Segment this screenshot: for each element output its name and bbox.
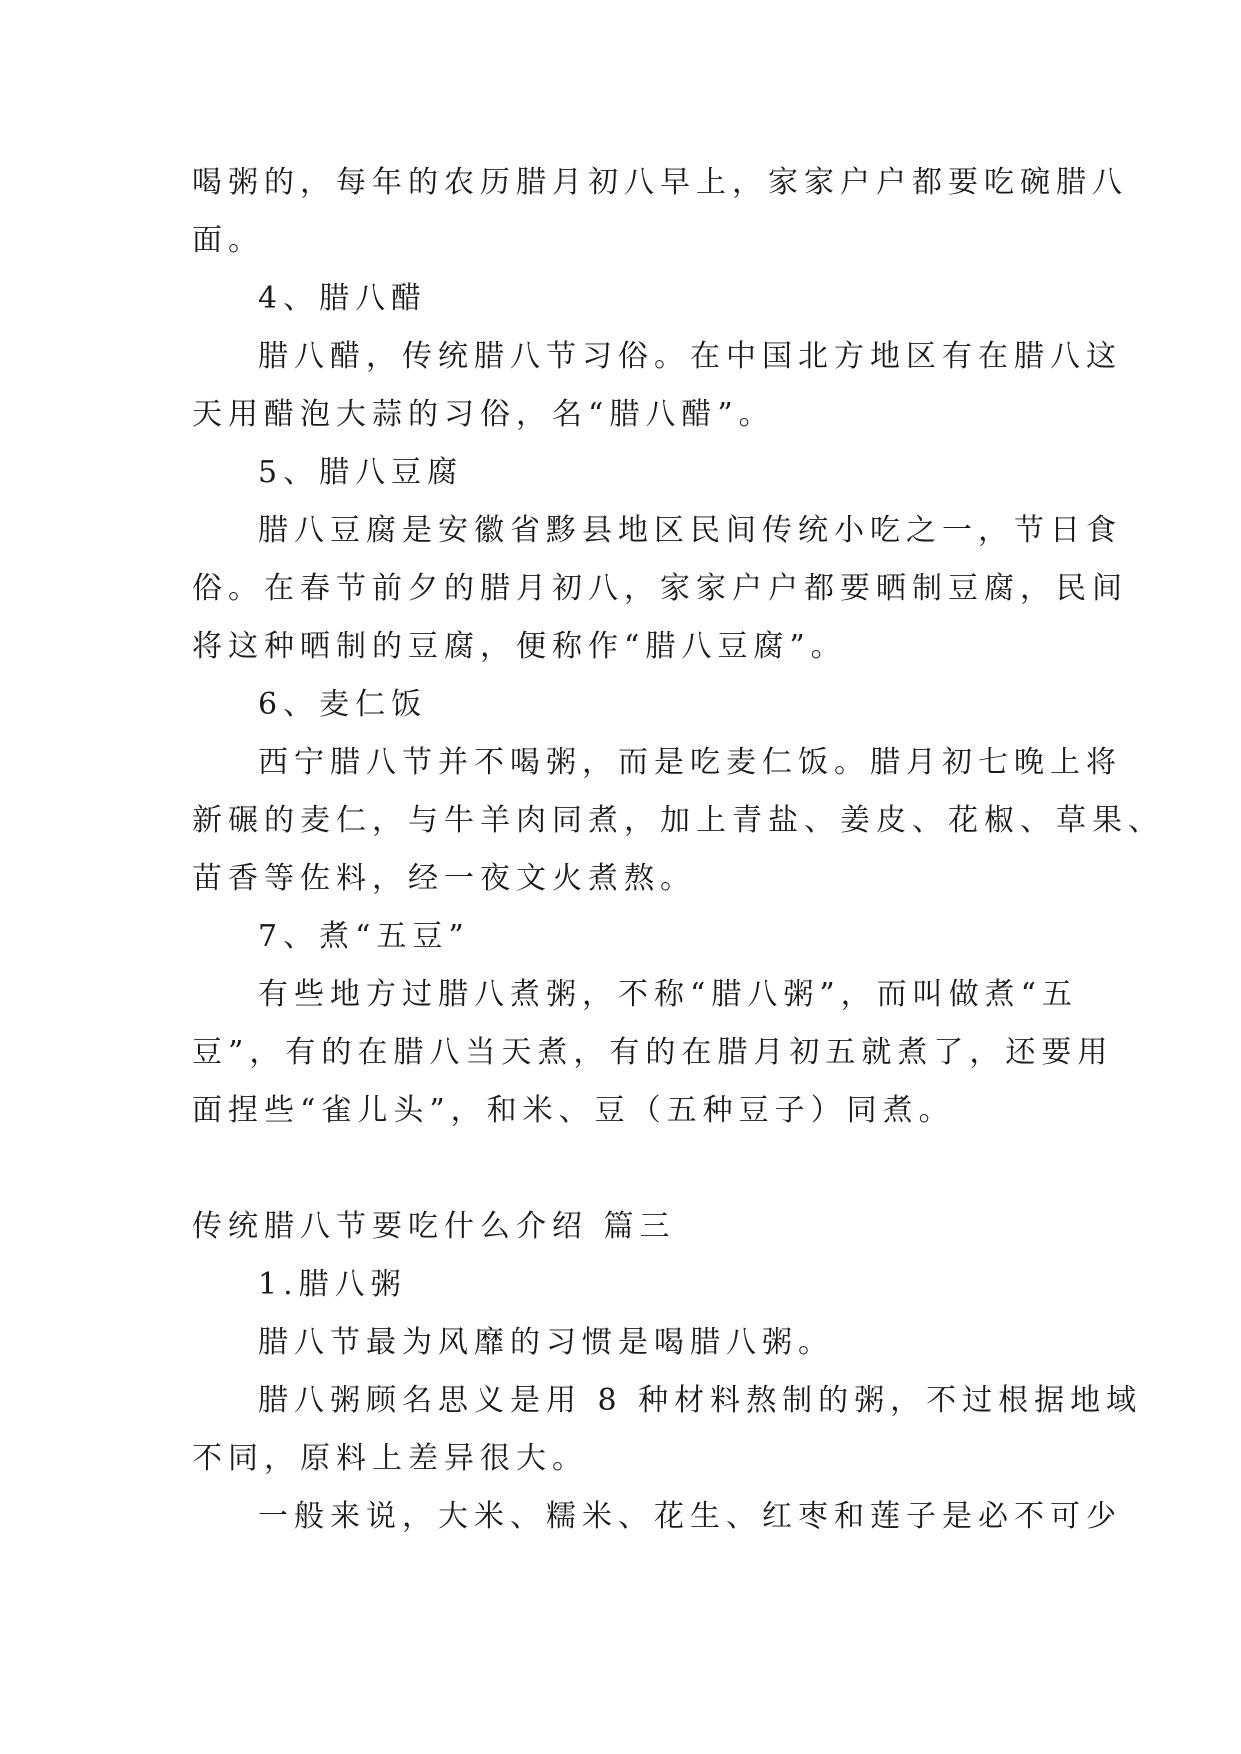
paragraph-line: 苗香等佐料，经一夜文火煮熬。 — [192, 861, 696, 896]
section-heading: 1.腊八粥 — [258, 1267, 407, 1302]
paragraph-line: 腊八粥顾名思义是用 8 种材料熬制的粥，不过根据地域 — [258, 1383, 1143, 1418]
paragraph-line: 天用醋泡大蒜的习俗，名“腊八醋”。 — [192, 397, 775, 432]
paragraph-line: 腊八醋，传统腊八节习俗。在中国北方地区有在腊八这 — [258, 339, 1122, 374]
paragraph-line: 喝粥的，每年的农历腊月初八早上，家家户户都要吃碗腊八 — [192, 165, 1128, 200]
paragraph-line: 西宁腊八节并不喝粥，而是吃麦仁饭。腊月初七晚上将 — [258, 745, 1122, 780]
paragraph-line: 腊八节最为风靡的习惯是喝腊八粥。 — [258, 1325, 834, 1360]
section-heading: 5、腊八豆腐 — [258, 455, 464, 490]
section-heading: 4、腊八醋 — [258, 281, 428, 316]
paragraph-line: 腊八豆腐是安徽省黟县地区民间传统小吃之一，节日食 — [258, 513, 1122, 548]
paragraph-line: 面。 — [192, 223, 264, 258]
paragraph-line: 有些地方过腊八煮粥，不称“腊八粥”，而叫做煮“五 — [258, 977, 1079, 1012]
article-title: 传统腊八节要吃什么介绍 篇三 — [192, 1209, 676, 1244]
paragraph-line: 俗。在春节前夕的腊月初八，家家户户都要晒制豆腐，民间 — [192, 571, 1128, 606]
paragraph-line: 不同，原料上差异很大。 — [192, 1441, 588, 1476]
section-heading: 7、煮“五豆” — [258, 919, 470, 954]
paragraph-line: 豆”，有的在腊八当天煮，有的在腊月初五就煮了，还要用 — [192, 1035, 1114, 1070]
section-heading: 6、麦仁饭 — [258, 687, 428, 722]
paragraph-line: 一般来说，大米、糯米、花生、红枣和莲子是必不可少 — [258, 1499, 1122, 1534]
paragraph-line: 将这种晒制的豆腐，便称作“腊八豆腐”。 — [192, 629, 847, 664]
paragraph-line: 面捏些“雀儿头”，和米、豆（五种豆子）同煮。 — [192, 1093, 955, 1128]
paragraph-line: 新碾的麦仁，与牛羊肉同煮，加上青盐、姜皮、花椒、草果、 — [192, 803, 1164, 838]
